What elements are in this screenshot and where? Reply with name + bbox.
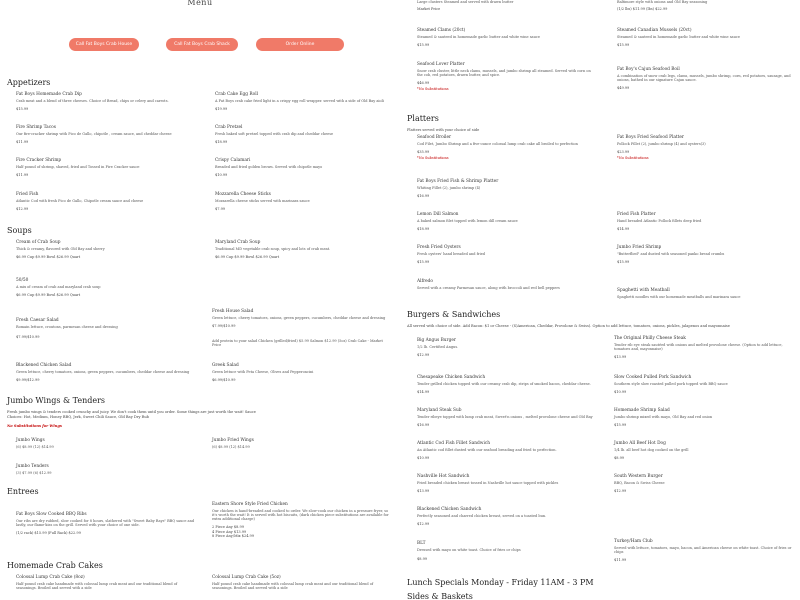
section-sides: Sides & Baskets xyxy=(407,592,473,600)
item-name: Greek Salad xyxy=(212,363,239,368)
menu-item xyxy=(212,438,392,449)
item-name: South Western Burger xyxy=(614,474,663,479)
menu-item xyxy=(212,309,392,328)
item-desc: Crab meat and a blend of three cheeses. Choice of Bread, chips or celery and carrots. xyxy=(16,98,169,103)
item-price: $18.99 xyxy=(417,226,430,231)
menu-item xyxy=(417,408,597,427)
section-platters: Platters xyxy=(407,114,439,123)
item-price: (1/2 lbs) $11.99 (lbs) $22.99 xyxy=(617,7,668,12)
item-name: The Original Philly Cheese Steak xyxy=(614,336,686,341)
right-column xyxy=(400,0,800,600)
platters-note: Platters served with your choice of side xyxy=(407,128,480,132)
item-desc: Perfectly seasoned and charred chicken breast, served on a toasted bun. xyxy=(417,513,547,518)
item-price: $14.99 xyxy=(617,226,630,231)
item-price: Market Price xyxy=(417,7,441,12)
item-desc: Snow crab cluster, little neck clams, mussels, and jumbo shrimp all steamed. Served with corn on the cob, red potatoes, drawn butter, and spice. xyxy=(417,68,591,77)
item-price: $46.99 xyxy=(417,81,430,86)
menu-item xyxy=(417,179,597,198)
item-desc: Steamed & sauteed in homemade garlic butter and white wine sauce xyxy=(617,34,740,39)
item-name: Lemon Dill Salmon xyxy=(417,212,459,217)
item-desc: Our ribs are dry rubbed, slow cooked for 8 hours, slathered with "Sweet Baby Rays" BBQ sauce and lastly, our flame-kiss on the grill. Served with your choice of one side. xyxy=(16,518,195,527)
item-price: $23.99 xyxy=(617,149,630,154)
item-desc: Baltimore style with onions and Old Bay seasoning xyxy=(617,0,708,4)
menu-item xyxy=(417,338,597,357)
item-name: Maryland Crab Soup xyxy=(215,240,261,245)
menu-item xyxy=(417,212,597,231)
item-desc: Southern style slow roasted pulled pork topped with BBQ sauce xyxy=(614,381,728,386)
item-price: $49.99 xyxy=(617,86,630,91)
item-desc: (6) $8.99 (12) $14.99 xyxy=(212,444,250,449)
item-name: Steamed Canadian Mussels (20ct) xyxy=(617,28,692,33)
item-price: $19.99 xyxy=(215,106,228,111)
item-desc: (3) $7.99 (6) $12.99 xyxy=(16,470,52,475)
item-desc: Green lettuce, cherry tomatoes, onions, green peppers, cucumbers, cheddar cheese and dressing xyxy=(212,315,386,320)
item-name: Chesapeake Chicken Sandwich xyxy=(417,375,486,380)
section-soups: Soups xyxy=(7,226,32,235)
item-name: 50/50 xyxy=(16,278,29,283)
item-price: $7.99 xyxy=(215,206,226,211)
item-desc: "Butterflied" and dusted with seasoned panko bread crumbs xyxy=(617,251,725,256)
item-desc: Hand breaded Atlantic Pollock fillets deep fried xyxy=(617,218,702,223)
menu-item xyxy=(614,375,794,394)
item-price: $7.99/$10.99 xyxy=(16,334,40,339)
item-price: $6.99 Cup $9.99 Bowl $26.99 Quart xyxy=(16,254,81,259)
item-price: $16.99 xyxy=(417,193,430,198)
item-name: Blackened Chicken Salad xyxy=(16,363,72,368)
menu-item xyxy=(614,408,794,427)
item-name: Steamed Clams (20ct) xyxy=(417,28,466,33)
item-price: $15.99 xyxy=(614,422,627,427)
menu-item xyxy=(16,438,196,449)
item-desc: Add protein to your salad Chicken (grilled/fried) $5.99 Salmon $12.99 (5oz) Crab Cake - Market Price xyxy=(212,339,383,348)
menu-item xyxy=(417,279,597,290)
no-substitutions-note: *No Substitutions xyxy=(417,87,449,92)
item-price: $12.99 xyxy=(417,352,430,357)
item-name: Fried Fish Platter xyxy=(617,212,656,217)
item-price: $18.99 xyxy=(215,139,228,144)
menu-item xyxy=(417,245,597,264)
item-name: Big Angus Burger xyxy=(417,338,456,343)
item-price: $10.99 xyxy=(215,172,228,177)
menu-item xyxy=(16,575,196,590)
item-price: $12.99 xyxy=(417,521,430,526)
menu-item xyxy=(417,135,597,160)
item-name: Fat Boys Homemade Crab Dip xyxy=(16,92,82,97)
wings-note: Fresh jumbo wings & tenders cooked crunchy and juicy. We don't cook them until you order. Some things are just worth the wait! Sauce Choices: Hot, Medium, Honey BBQ, Jerk, Sweet Chili Sauce, Old Bay Dry Rub xyxy=(7,410,256,419)
item-desc: Tender rib eye steak sautéed with onions and melted provolone cheese. (Option to add lettuce, tomatoes and, mayonnaise) xyxy=(614,342,783,351)
section-burgers: Burgers & Sandwiches xyxy=(407,310,800,322)
item-desc: Cod Filet, Jumbo Shrimp and a five-ounce colossal lump crab cake all broiled to perfection xyxy=(417,141,578,146)
item-desc: Steamed & sauteed in homemade garlic butter and white wine sauce xyxy=(417,34,540,39)
item-name: Fat Boy's Cajun Seafood Boil xyxy=(617,67,680,72)
item-price: $15.99 xyxy=(617,259,630,264)
item-name: Fat Boys Slow Cooked BBQ Ribs xyxy=(16,512,87,517)
menu-item xyxy=(614,441,794,460)
item-price: $11.99 xyxy=(16,139,29,144)
item-desc: Tender ribeye topped with lump crab meat, Sweet'n onions , melted provolone cheese and Old Bay xyxy=(417,414,593,419)
item-price: $10.99 xyxy=(614,389,627,394)
item-name: Jumbo All Beef Hot Dog xyxy=(614,441,666,446)
item-price: $7.99/$10.99 xyxy=(212,323,236,328)
item-name: Fat Boys Fried Fish & Shrimp Platter xyxy=(417,179,499,184)
item-desc: A combination of snow crab legs, clams, mussels, jumbo shrimp, corn, red potatoes, sausage, and onions, bathed in our signature Cajun sauce. xyxy=(617,73,791,82)
section-wings: Jumbo Wings & Tenders xyxy=(7,396,106,405)
item-price: $6.99 Cup $9.99 Bowl $26.99 Quart xyxy=(215,254,280,259)
item-price: $11.99 xyxy=(16,172,29,177)
item-name: Maryland Steak Sub xyxy=(417,408,462,413)
menu-item xyxy=(417,375,597,394)
section-entrees: Entrees xyxy=(7,487,39,496)
item-name: Fat Boys Fried Seafood Platter xyxy=(617,135,684,140)
item-name: Jumbo Wings xyxy=(16,438,45,443)
item-name: Seafood Broiler xyxy=(417,135,452,140)
item-desc: Green lettuce, cherry tomatoes, onions, green peppers, cucumbers, cheddar cheese and dressing xyxy=(16,369,190,374)
item-name: Blackened Chicken Sandwich xyxy=(417,507,482,512)
item-desc: Whiting Fillet (2), jumbo shrimp (4) xyxy=(417,185,481,190)
menu-item xyxy=(16,192,196,211)
no-substitutions-note: *No Substitutions xyxy=(417,156,449,161)
menu-item xyxy=(16,318,196,339)
menu-item xyxy=(16,240,196,259)
item-desc: An Atlantic cod fillet dusted with our seafood breading and fried to perfection. xyxy=(417,447,557,452)
item-desc: Large clusters Steamed and served with drawn butter xyxy=(417,0,514,4)
item-name: Crab Cake Egg Roll xyxy=(215,92,258,97)
menu-item xyxy=(212,363,392,382)
menu-item xyxy=(417,474,597,493)
menu-item xyxy=(215,192,395,211)
item-name: Cream of Crab Soup xyxy=(16,240,61,245)
wings-substitutions: No Substitutions for Wings xyxy=(7,424,62,428)
item-desc: A mix of cream of crab and maryland crab soup xyxy=(16,284,101,289)
menu-item xyxy=(617,135,797,160)
item-price: $10.99 xyxy=(417,455,430,460)
section-crab-cakes: Homemade Crab Cakes xyxy=(7,561,103,570)
menu-item xyxy=(617,0,797,12)
item-desc: Half pound crab cake handmade with colossal lump crab meat and our traditional blend of seasonings. Broiled and served with a side xyxy=(16,581,178,590)
item-name: Alfredo xyxy=(417,279,434,284)
menu-item xyxy=(614,474,794,493)
item-price: $12.99 xyxy=(614,488,627,493)
item-price: $6.99/$10.99 xyxy=(212,377,236,382)
item-name: Mozzarella Cheese Sticks xyxy=(215,192,271,197)
item-desc: Thick & creamy, flavored with Old Bay and sherry xyxy=(16,246,105,251)
menu-item xyxy=(16,125,196,144)
menu-item xyxy=(215,92,395,111)
item-desc: Our chicken is hand-breaded and cooked to order. We slow-cook our chicken in a pressure fryer, so it's worth the wait! It is served with hot biscuits, (dark chicken piece substitutions are available for extra additional charge) xyxy=(212,508,389,522)
item-desc: Breaded and fried golden brown. Served with chipotle mayo xyxy=(215,164,323,169)
menu-item xyxy=(617,245,797,264)
menu-item xyxy=(617,67,797,90)
item-price: $6.99 Cup $9.99 Bowl $26.99 Quart xyxy=(16,292,81,297)
item-price: 2 Piece Any $8.99 4 Piece Any $13.99 8 Piece Any/Mix $24.99 xyxy=(212,525,255,538)
item-price: $8.99 xyxy=(417,556,428,561)
menu-item xyxy=(617,212,797,231)
menu-item xyxy=(212,575,392,590)
item-desc: Traditional MD vegetable crab soup, spicy and lots of crab meat. xyxy=(215,246,331,251)
item-name: Spaghetti with Meatball xyxy=(617,288,670,293)
menu-item xyxy=(215,158,395,177)
item-desc: Served with a creamy Parmesan sauce, along with broccoli and red bell peppers xyxy=(417,285,560,290)
menu-item xyxy=(617,28,797,47)
item-desc: Our fire-cracker shrimp with Pico de Gallo, chipotle , cream sauce, and cheddar cheese xyxy=(16,131,172,136)
item-price: (1/2 rack) $15.99 (Full Rack) $22.99 xyxy=(16,531,81,536)
menu-item xyxy=(417,62,597,92)
page-title: Menu xyxy=(187,0,213,7)
menu-item xyxy=(417,28,597,47)
menu-item xyxy=(417,0,597,12)
item-desc: Jumbo shrimp mixed with mayo, Old Bay and red onion xyxy=(614,414,713,419)
menu-item xyxy=(16,278,196,297)
item-price: $35.99 xyxy=(417,149,430,154)
item-price: $13.99 xyxy=(614,355,627,360)
item-desc: Tender grilled chicken topped with our creamy crab dip, strips of smoked bacon, cheddar cheese. xyxy=(417,381,591,386)
item-name: Slow Cooked Pulled Pork Sandwich xyxy=(614,375,692,380)
item-desc: Half pound crab cake handmade with colossal lump crab meat and our traditional blend of seasonings. Broiled and served with a side xyxy=(212,581,374,590)
item-desc: Served with lettuce, tomatoes, mayo, bacon, and American cheese on white toast. Choice of fries or chips xyxy=(614,545,792,554)
menu-item xyxy=(212,502,392,538)
item-desc: 1/4 lb. all beef hot dog cooked on the grill xyxy=(614,447,689,452)
section-appetizers: Appetizers xyxy=(7,78,51,87)
item-name: Fire Shrimp Tacos xyxy=(16,125,56,130)
item-name: Crispy Calamari xyxy=(215,158,251,163)
item-desc: A Fat Boys crab cake fried light in a crispy egg roll wrapper. served with a side of Old Bay aioli xyxy=(215,98,384,103)
menu-item xyxy=(16,92,196,111)
menu-item xyxy=(215,240,395,259)
item-name: Jumbo Fried Wings xyxy=(212,438,254,443)
item-name: Eastern Shore Style Fried Chicken xyxy=(212,502,288,507)
item-name: BLT xyxy=(417,541,426,546)
item-name: Crab Pretzel xyxy=(215,125,243,130)
item-desc: Atlantic Cod with fresh Pico de Gallo, Chipotle cream sauce and cheese xyxy=(16,198,144,203)
item-desc: Fresh baked soft pretzel topped with crab dip and cheddar cheese xyxy=(215,131,334,136)
menu-item xyxy=(16,158,196,177)
item-desc: Fresh oysters' hand breaded and fried xyxy=(417,251,486,256)
item-name: Nashville Hot Sandwich xyxy=(417,474,470,479)
item-name: Fresh Fried Oysters xyxy=(417,245,461,250)
menu-item xyxy=(617,288,797,299)
item-name: Fire Cracker Shrimp xyxy=(16,158,62,163)
item-name: Homemade Shrimp Salad xyxy=(614,408,670,413)
item-price: $15.99 xyxy=(417,42,430,47)
item-desc: Romain lettuce, croutons, parmesan cheese and dressing xyxy=(16,324,118,329)
call-crab-house-button[interactable]: Call Fat Boys Crab House xyxy=(69,38,139,51)
menu-item xyxy=(417,441,597,460)
item-desc: Fried breaded chicken breast tossed in Nashville hot sauce topped with pickles xyxy=(417,480,559,485)
item-name: Jumbo Fried Shrimp xyxy=(617,245,662,250)
item-name: Fresh House Salad xyxy=(212,309,254,314)
item-price: $8.99 xyxy=(614,455,625,460)
menu-item xyxy=(16,363,196,382)
no-substitutions-note: *No Substitutions xyxy=(617,156,649,161)
section-lunch-specials: Lunch Specials Monday - Friday 11AM - 3 PM xyxy=(407,578,594,587)
item-price: $9.99/$12.99 xyxy=(16,377,40,382)
item-desc: (6) $8.99 (12) $14.99 xyxy=(16,444,54,449)
item-desc: Dressed with mayo on white toast. Choice of fries or chips xyxy=(417,547,521,552)
menu-item xyxy=(614,539,794,562)
menu-item xyxy=(212,338,392,348)
item-price: $15.99 xyxy=(617,42,630,47)
item-price: $12.99 xyxy=(16,206,29,211)
item-name: Colossal Lump Crab Cake (8oz) xyxy=(16,575,85,580)
item-name: Turkey/Ham Club xyxy=(614,539,653,544)
burgers-note: All served with choice of side. Add Bacon: $1 or Cheese - (S)American, Cheddar, Provolone & Swiss). Option to add lettuce, tomatoes, onions, pickles, jalapenos and mayonnaise xyxy=(407,324,730,328)
item-name: Colossal Lump Crab Cake (5oz) xyxy=(212,575,281,580)
item-price: $13.99 xyxy=(417,488,430,493)
item-name: Fresh Caesar Salad xyxy=(16,318,59,323)
item-desc: Half pound of shrimp, shaved, fried and Tossed in Fire Cracker sauce xyxy=(16,164,140,169)
item-name: Fried Fish xyxy=(16,192,39,197)
item-price: $16.99 xyxy=(417,422,430,427)
order-online-button[interactable]: Order Online xyxy=(256,38,344,51)
item-desc: Pollock Fillet (2), jumbo shrimp (4) and oysters(3) xyxy=(617,141,706,146)
call-crab-shack-button[interactable]: Call Fat Boys Crab Shack xyxy=(166,38,238,51)
item-desc: BBQ, Bacon & Swiss Cheese xyxy=(614,480,665,485)
item-name: Seafood Lover Platter xyxy=(417,62,465,67)
item-price: $14.99 xyxy=(417,389,430,394)
item-price: $15.99 xyxy=(16,106,29,111)
item-desc: Mozzarella cheese sticks served with marinara sauce xyxy=(215,198,310,203)
item-name: Jumbo Tenders xyxy=(16,464,49,469)
menu-item xyxy=(417,541,597,561)
item-desc: Spaghetti noodles with our homemade meatballs and marinara sauce xyxy=(617,294,741,299)
item-price: $11.99 xyxy=(614,558,627,563)
menu-item xyxy=(614,336,794,359)
item-desc: A baked salmon filet topped with lemon dill cream sauce xyxy=(417,218,518,223)
item-desc: 1/2 lb. Certified Angus. xyxy=(417,344,459,349)
menu-item xyxy=(16,464,196,475)
item-price: $15.99 xyxy=(417,259,430,264)
item-name: Atlantic Cod Fish Fillet Sandwich xyxy=(417,441,491,446)
item-desc: Green lettuce with Feta Cheese, Olives and Pepperoncini xyxy=(212,369,314,374)
menu-item xyxy=(16,512,196,535)
menu-item xyxy=(417,507,597,526)
menu-item xyxy=(215,125,395,144)
